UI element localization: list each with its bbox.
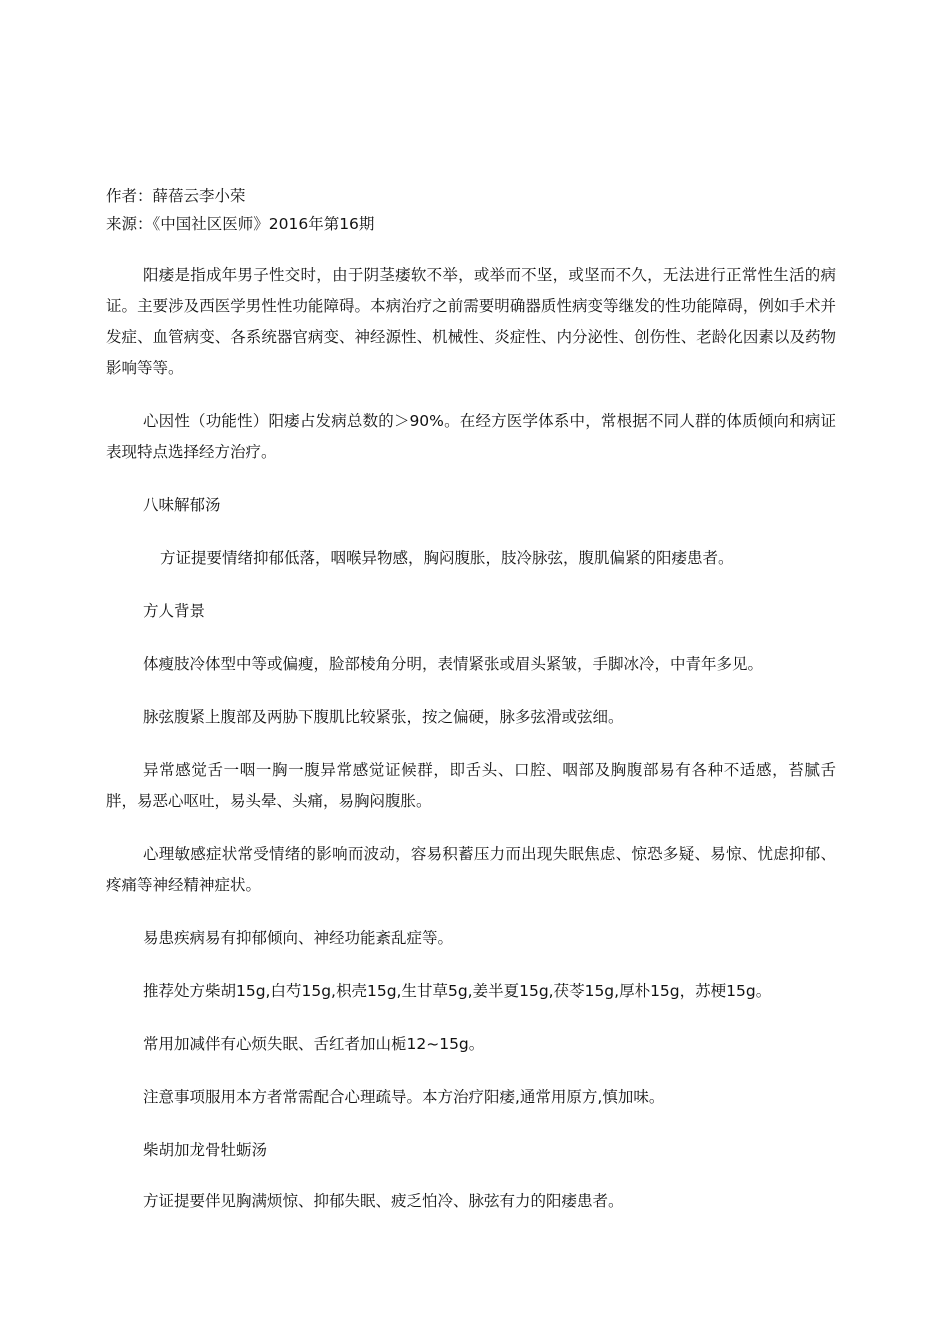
pulse-abdomen-paragraph: 脉弦腹紧上腹部及两胁下腹肌比较紧张，按之偏硬，脉多弦滑或弦细。: [143, 708, 624, 726]
section-heading-patient-background: 方人背景: [143, 602, 206, 620]
source-line: 来源：《中国社区医师》2016年第16期: [106, 215, 375, 233]
section-heading-chaihu-longgu-muli-tang: 柴胡加龙骨牡蛎汤: [143, 1141, 268, 1159]
formula-summary-paragraph-2: 方证提要伴见胸满烦惊、抑郁失眠、疲乏怕冷、脉弦有力的阳痿患者。: [143, 1192, 624, 1210]
formula-summary-paragraph: 方证提要情绪抑郁低落，咽喉异物感，胸闷腹胀，肢冷脉弦，腹肌偏紧的阳痿患者。: [160, 549, 734, 567]
article-meta: [106, 182, 846, 238]
article-body: [106, 260, 836, 1239]
susceptible-diseases-paragraph: 易患疾病易有抑郁倾向、神经功能紊乱症等。: [143, 929, 454, 947]
precautions-paragraph: 注意事项服用本方者常需配合心理疏导。本方治疗阳痿,通常用原方,慎加味。: [143, 1088, 665, 1106]
modification-paragraph: 常用加减伴有心烦失眠、舌红者加山栀12~15g。: [143, 1035, 485, 1053]
psychological-paragraph: 心理敏感症状常受情绪的影响而波动，容易积蓄压力而出现失眠焦虑、惊恐多疑、易惊、忧虑抑郁、疼痛等神经精神症状。: [106, 845, 836, 894]
author-line: 作者：薛蓓云李小荣: [106, 187, 246, 205]
section-heading-bawei-jieyu-tang: 八味解郁汤: [143, 496, 221, 514]
recommended-prescription-paragraph: 推荐处方柴胡15g,白芍15g,枳壳15g,生甘草5g,姜半夏15g,茯苓15g,厚朴15g，苏梗15g。: [143, 982, 772, 1000]
intro-paragraph: 阳痿是指成年男子性交时，由于阴茎痿软不举，或举而不坚，或坚而不久，无法进行正常性生活的病证。主要涉及西医学男性性功能障碍。本病治疗之前需要明确器质性病变等继发的性功能障碍，例如手术并发症、血管病变、各系统器官病变、神经源性、机械性、炎症性、内分泌性、创伤性、老龄化因素以及药物影响等等。: [106, 266, 836, 377]
psychogenic-paragraph: 心因性（功能性）阳痿占发病总数的＞90%。在经方医学体系中，常根据不同人群的体质倾向和病证表现特点选择经方治疗。: [106, 412, 836, 461]
abnormal-sensation-paragraph: 异常感觉舌一咽一胸一腹异常感觉证候群，即舌头、口腔、咽部及胸腹部易有各种不适感，苔腻舌胖，易恶心呕吐，易头晕、头痛，易胸闷腹胀。: [106, 761, 836, 810]
body-type-paragraph: 体瘦肢冷体型中等或偏瘦，脸部棱角分明，表情紧张或眉头紧皱，手脚冰冷，中青年多见。: [143, 655, 764, 673]
